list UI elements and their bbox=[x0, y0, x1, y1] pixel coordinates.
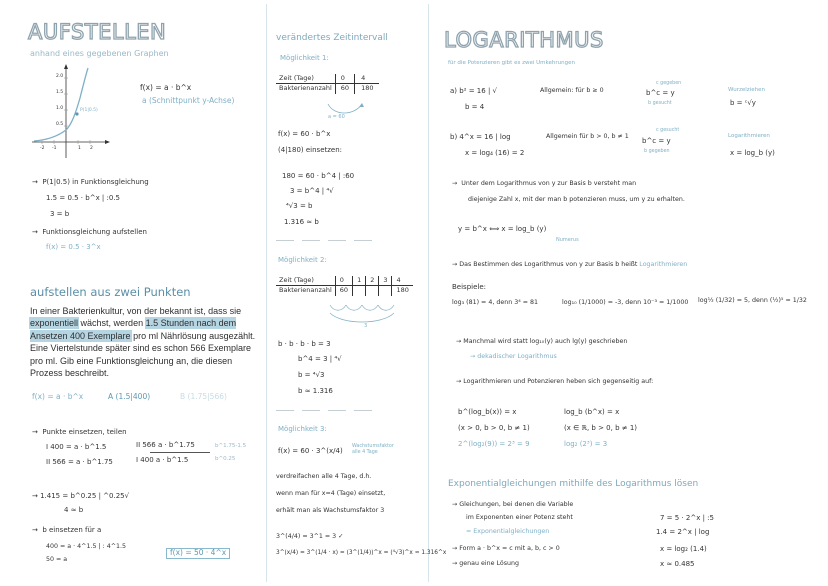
inverse-1-example: 2^(log₂(9)) = 2³ = 9 bbox=[458, 440, 530, 448]
exp-g2: im Exponenten einer Potenz steht bbox=[466, 514, 573, 521]
graph-y-tick-4: 0.5 bbox=[56, 122, 64, 127]
table-cell: 1 bbox=[353, 276, 366, 286]
option-1-line-2: 3 = b^4 | ⁴√ bbox=[290, 187, 334, 195]
table-cell: 180 bbox=[396, 286, 409, 295]
column-divider-left bbox=[266, 4, 267, 582]
table-option-2 bbox=[276, 276, 413, 296]
case-a-eq: a) b² = 16 | √ bbox=[450, 87, 497, 95]
insert-title-text: Punkte einsetzen, teilen bbox=[42, 428, 127, 436]
option-2-line-2: b^4 = 3 | ⁴√ bbox=[298, 355, 342, 363]
task-text-1: In einer Bakterienkultur, von der bekannt ist, dass sie bbox=[30, 306, 242, 316]
option-3-note: Wachstumsfaktor alle 4 Tage bbox=[352, 444, 394, 455]
example-2: log₁₀ (1/1000) = -3, denn 10⁻³ = 1/1000 bbox=[562, 299, 689, 306]
separator bbox=[276, 410, 294, 411]
separator bbox=[302, 410, 320, 411]
insert-b-eq: 400 = a · 4^1.5 | : 4^1.5 bbox=[46, 543, 127, 550]
graph-x-tick-4: 2 bbox=[90, 146, 93, 151]
graph-point-p bbox=[75, 112, 78, 115]
table-option-1 bbox=[276, 74, 379, 94]
step1-text: P(1|0.5) in Funktionsgleichung bbox=[42, 178, 149, 186]
solve-3: x = log₂ (1.4) bbox=[660, 545, 707, 553]
case-a-root-eq: b = ᶜ√y bbox=[730, 99, 756, 107]
numerus-label: Numerus bbox=[556, 237, 579, 243]
table-cell: Bakterienanzahl bbox=[276, 84, 335, 94]
separator bbox=[328, 240, 346, 241]
option-1-line-1: 180 = 60 · b^4 | :60 bbox=[282, 172, 355, 180]
final-function-box: f(x) = 50 · 4^x bbox=[166, 548, 230, 559]
case-b-given: c gesucht bbox=[656, 128, 680, 133]
option-3-text-2: wenn man für x=4 (Tage) einsetzt, bbox=[276, 490, 386, 497]
task-paragraph bbox=[30, 305, 260, 379]
option-3-eq-2: 3^(x/4) = 3^(1/4 · x) = (3^(1/4))^x = (⁴√3)^x ≈ 1.316^x bbox=[276, 550, 447, 556]
insert-b-text: b einsetzen für a bbox=[42, 526, 102, 534]
inverse-2-example: log₂ (2³) = 3 bbox=[564, 440, 608, 448]
step1-title: → P(1|0.5) in Funktionsgleichung bbox=[32, 178, 149, 186]
log-definition-1: → Unter dem Logarithmus von y zur Basis b versteht man bbox=[452, 180, 637, 187]
table-cell: 60 bbox=[335, 286, 352, 296]
option-1-line-4: 1.316 ≈ b bbox=[284, 218, 319, 226]
bestimmen-text: → Das Bestimmen des Logarithmus von y zur Basis b heißt bbox=[452, 261, 640, 268]
insert-title: → Punkte einsetzen, teilen bbox=[32, 428, 127, 436]
solve-2: 1.4 = 2^x | log bbox=[656, 528, 710, 536]
insert-b-result: 50 = a bbox=[46, 556, 68, 563]
exp-g3: = Exponentialgleichungen bbox=[466, 528, 550, 535]
insert-b-title: → b einsetzen für a bbox=[32, 526, 102, 534]
table-cell: 180 bbox=[361, 84, 374, 93]
table-cell: Zeit (Tage) bbox=[276, 276, 335, 286]
table-cell: Bakterienanzahl bbox=[276, 286, 335, 296]
table-2-arrow-label: 3 bbox=[364, 323, 368, 329]
log-definition-2: diejenige Zahl x, mit der man b potenzieren muss, um y zu erhalten. bbox=[468, 196, 685, 203]
divide-side-2: b^0.25 bbox=[215, 456, 236, 462]
inverse-1: b^(log_b(x)) = x bbox=[458, 408, 517, 416]
exp-g1: → Gleichungen, bei denen die Variable bbox=[452, 501, 574, 508]
graph-y-tick-2: 1.5 bbox=[56, 90, 64, 95]
example-1: log₃ (81) = 4, denn 3⁴ = 81 bbox=[452, 299, 539, 306]
inverse-2-cond: (x ∈ ℝ, b > 0, b ≠ 1) bbox=[564, 424, 638, 432]
divide-top: II 566 a · b^1.75 bbox=[136, 441, 195, 449]
root-equation: → 1.415 = b^0.25 | ^0.25√ bbox=[32, 492, 130, 500]
case-a-general: Allgemein: für b ≥ 0 bbox=[540, 87, 604, 94]
case-b-log-title: Logarithmieren bbox=[728, 133, 770, 139]
aufstellen-subtitle: anhand eines gegebenen Graphen bbox=[30, 49, 169, 58]
bestimmen-highlight: Logarithmieren bbox=[639, 261, 688, 268]
case-a-sought: b gesucht bbox=[648, 101, 672, 106]
point-b: B (1.75|566) bbox=[180, 392, 227, 401]
option-3-label: Möglichkeit 3: bbox=[278, 425, 327, 433]
step1-result: 3 = b bbox=[50, 210, 70, 218]
task-text-3: wächst, werden bbox=[78, 318, 146, 329]
step2-result: f(x) = 0.5 · 3^x bbox=[46, 243, 101, 251]
graph-x-tick-3: 1 bbox=[78, 146, 81, 151]
step2-title: → Funktionsgleichung aufstellen bbox=[32, 228, 147, 236]
graph-x-arrow bbox=[105, 140, 110, 144]
separator bbox=[354, 410, 372, 411]
column-divider-right bbox=[428, 4, 429, 582]
table-option-2-head bbox=[276, 276, 413, 286]
formula-note: a (Schnittpunkt y-Achse) bbox=[142, 96, 235, 105]
case-b-sought: b gegeben bbox=[644, 149, 670, 154]
lg-note-2: → dekadischer Logarithmus bbox=[470, 353, 557, 360]
option-1-insert: (4|180) einsetzen: bbox=[278, 146, 343, 154]
case-a-given: c gegeben bbox=[656, 81, 682, 86]
table-cell: 3 bbox=[379, 276, 392, 286]
divide-side-1: b^1.75-1.5 bbox=[215, 443, 247, 449]
logarithmus-title: LOGARITHMUS bbox=[444, 28, 604, 52]
case-a-formula: b^c = y bbox=[646, 89, 675, 97]
separator bbox=[302, 240, 320, 241]
task-highlight-hours: 1.5 Stunden nach dem Ansetzen 400 Exemplare bbox=[30, 318, 237, 341]
table-option-1-head bbox=[276, 74, 379, 84]
case-b-general: Allgemein für b > 0, b ≠ 1 bbox=[546, 133, 629, 140]
point-a: A (1.5|400) bbox=[108, 392, 151, 401]
section-two-points-title: aufstellen aus zwei Punkten bbox=[30, 285, 191, 299]
log-definition-1-text: Unter dem Logarithmus von y zur Basis b versteht man bbox=[461, 180, 637, 187]
table-cell bbox=[366, 286, 379, 296]
solve-1: 7 = 5 · 2^x | :5 bbox=[660, 514, 714, 522]
table-cell: Zeit (Tage) bbox=[276, 74, 335, 84]
divide-fraction-line bbox=[150, 452, 210, 453]
formula-general: f(x) = a · b^x bbox=[140, 83, 192, 92]
option-3-function: f(x) = 60 · 3^(x/4) bbox=[278, 447, 343, 455]
graph-y-tick-1: 2.0 bbox=[56, 74, 64, 79]
table-1-arrow-label: a = 60 bbox=[328, 114, 345, 120]
separator bbox=[328, 410, 346, 411]
graph-y-arrow bbox=[64, 64, 68, 69]
root-result: 4 ≈ b bbox=[64, 506, 84, 514]
exp-equations-title: Exponentialgleichungen mithilfe des Logarithmus lösen bbox=[448, 479, 699, 489]
step2-text: Funktionsgleichung aufstellen bbox=[42, 228, 147, 236]
table-option-1-row bbox=[276, 84, 379, 94]
function-template: f(x) = a · b^x bbox=[32, 392, 84, 401]
table-option-2-row bbox=[276, 286, 413, 296]
inverse-note: → Logarithmieren und Potenzieren heben sich gegenseitig auf: bbox=[456, 378, 654, 385]
option-1-function: f(x) = 60 · b^x bbox=[278, 130, 331, 138]
graph-x-tick-1: -2 bbox=[40, 146, 45, 151]
option-2-line-1: b · b · b · b = 3 bbox=[278, 340, 331, 348]
table-cell: 2 bbox=[366, 276, 379, 286]
option-1-label: Möglichkeit 1: bbox=[280, 54, 329, 62]
task-text-5: pro ml Nährlösung ausgezählt. Eine Viertelstunde später sind es schon 566 Exemplare pro ml. Gib eine Funktionsgleichung an, die diesen Prozess beschreibt. bbox=[30, 330, 256, 379]
divide-bottom: I 400 a · b^1.5 bbox=[136, 456, 189, 464]
log-intro: für die Potenzieren gibt es zwei Umkehrungen bbox=[448, 60, 575, 66]
case-b-log-eq: x = log_b (y) bbox=[730, 149, 775, 157]
option-2-line-3: b = ⁴√3 bbox=[298, 371, 325, 379]
table-cell bbox=[379, 286, 392, 296]
separator bbox=[354, 240, 372, 241]
table-cell: 4 bbox=[355, 74, 380, 84]
examples-title: Beispiele: bbox=[452, 283, 487, 291]
graph-point-label: P(1|0.5) bbox=[80, 108, 98, 113]
interval-title: verändertes Zeitintervall bbox=[276, 33, 388, 43]
table-cell: 4 bbox=[392, 276, 413, 286]
task-highlight-exponential: exponentiell bbox=[30, 318, 79, 329]
exp-g4: → Form a · b^x = c mit a, b, c > 0 bbox=[452, 545, 560, 552]
option-2-line-4: b ≈ 1.316 bbox=[298, 387, 333, 395]
separator bbox=[276, 240, 294, 241]
exp-g5: → genau eine Lösung bbox=[452, 560, 519, 567]
table-cell bbox=[353, 286, 366, 296]
bestimmen-line bbox=[452, 261, 687, 268]
lg-note: → Manchmal wird statt log₁₀(y) auch lg(y) geschrieben bbox=[456, 338, 628, 345]
option-3-text-3: erhält man als Wachstumsfaktor 3 bbox=[276, 507, 385, 514]
case-a-root-title: Wurzelziehen bbox=[728, 87, 765, 93]
solve-4: x ≈ 0.485 bbox=[660, 560, 695, 568]
insert-eq-2: II 566 = a · b^1.75 bbox=[46, 458, 113, 466]
table-cell: 60 bbox=[335, 84, 354, 94]
inverse-2: log_b (b^x) = x bbox=[564, 408, 620, 416]
option-2-label: Möglichkeit 2: bbox=[278, 256, 327, 264]
case-b-eq: b) 4^x = 16 | log bbox=[450, 133, 511, 141]
log-equivalence: y = b^x ⟺ x = log_b (y) bbox=[458, 225, 547, 233]
example-3: log½ (1/32) = 5, denn (½)⁵ = 1/32 bbox=[698, 297, 807, 304]
option-3-eq-1: 3^(4/4) = 3^1 = 3 ✓ bbox=[276, 533, 344, 540]
case-a-res: b = 4 bbox=[465, 103, 485, 111]
option-3-text-1: verdreifachen alle 4 Tage, d.h. bbox=[276, 473, 372, 480]
table-cell: 0 bbox=[335, 74, 354, 84]
step1-equation: 1.5 = 0.5 · b^x | :0.5 bbox=[46, 194, 121, 202]
graph-x-tick-2: -1 bbox=[52, 146, 57, 151]
inverse-1-cond: (x > 0, b > 0, b ≠ 1) bbox=[458, 424, 530, 432]
insert-eq-1: I 400 = a · b^1.5 bbox=[46, 443, 107, 451]
graph-y-tick-3: 1.0 bbox=[56, 106, 64, 111]
case-b-formula: b^c = y bbox=[642, 137, 671, 145]
case-b-res: x = log₄ (16) = 2 bbox=[465, 149, 525, 157]
option-1-line-3: ⁴√3 = b bbox=[286, 202, 313, 210]
table-cell: 0 bbox=[335, 276, 352, 286]
aufstellen-title: AUFSTELLEN bbox=[28, 20, 167, 44]
